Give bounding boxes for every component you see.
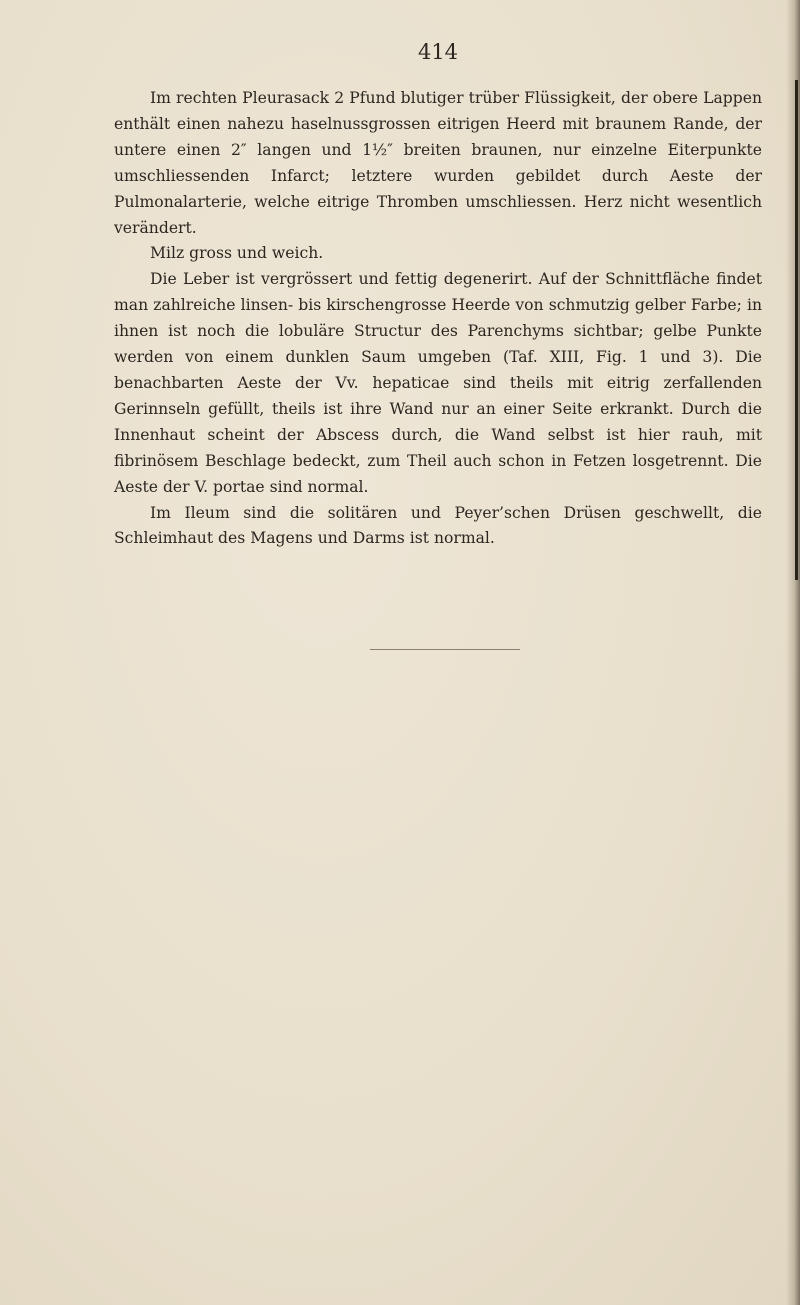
- paragraph-pleura: Im rechten Pleurasack 2 Pfund blutiger trüber Flüssigkeit, der obere Lappen enthält einen nahezu haselnussgrossen eitrigen Heerd mit braunem Rande, der untere einen 2″ langen und 1½″ breiten braunen, nur einzelne Eiterpunkte umschliessenden Infarct; letztere wurden gebildet durch Aeste der Pulmonalarterie, welche eitrige Thromben umschliessen. Herz nicht wesentlich verändert.: [114, 89, 762, 237]
- paragraph-ileum: Im Ileum sind die solitären und Peyer’schen Drüsen geschwellt, die Schleimhaut des Magens und Darms ist normal.: [114, 503, 762, 548]
- page-edge-line: [795, 80, 798, 580]
- page-number: 414: [417, 40, 459, 64]
- body-text: [114, 86, 762, 552]
- section-divider-rule: [370, 649, 520, 650]
- paragraph-milz: Milz gross und weich.: [150, 244, 324, 263]
- paragraph-leber: Die Leber ist vergrössert und fettig degenerirt. Auf der Schnittfläche findet man zahlreiche linsen- bis kirschengrosse Heerde von schmutzig gelber Farbe; in ihnen ist noch die lobuläre Structur des Parenchyms sichtbar; gelbe Punkte werden von einem dunklen Saum umgeben (Taf. XIII, Fig. 1 und 3). Die benachbarten Aeste der Vv. hepaticae sind theils mit eitrig zerfallenden Gerinnseln gefüllt, theils ist ihre Wand nur an einer Seite erkrankt. Durch die Innenhaut scheint der Abscess durch, die Wand selbst ist hier rauh, mit fibrinösem Beschlage bedeckt, zum Theil auch schon in Fetzen losgetrennt. Die Aeste der V. portae sind normal.: [114, 270, 762, 496]
